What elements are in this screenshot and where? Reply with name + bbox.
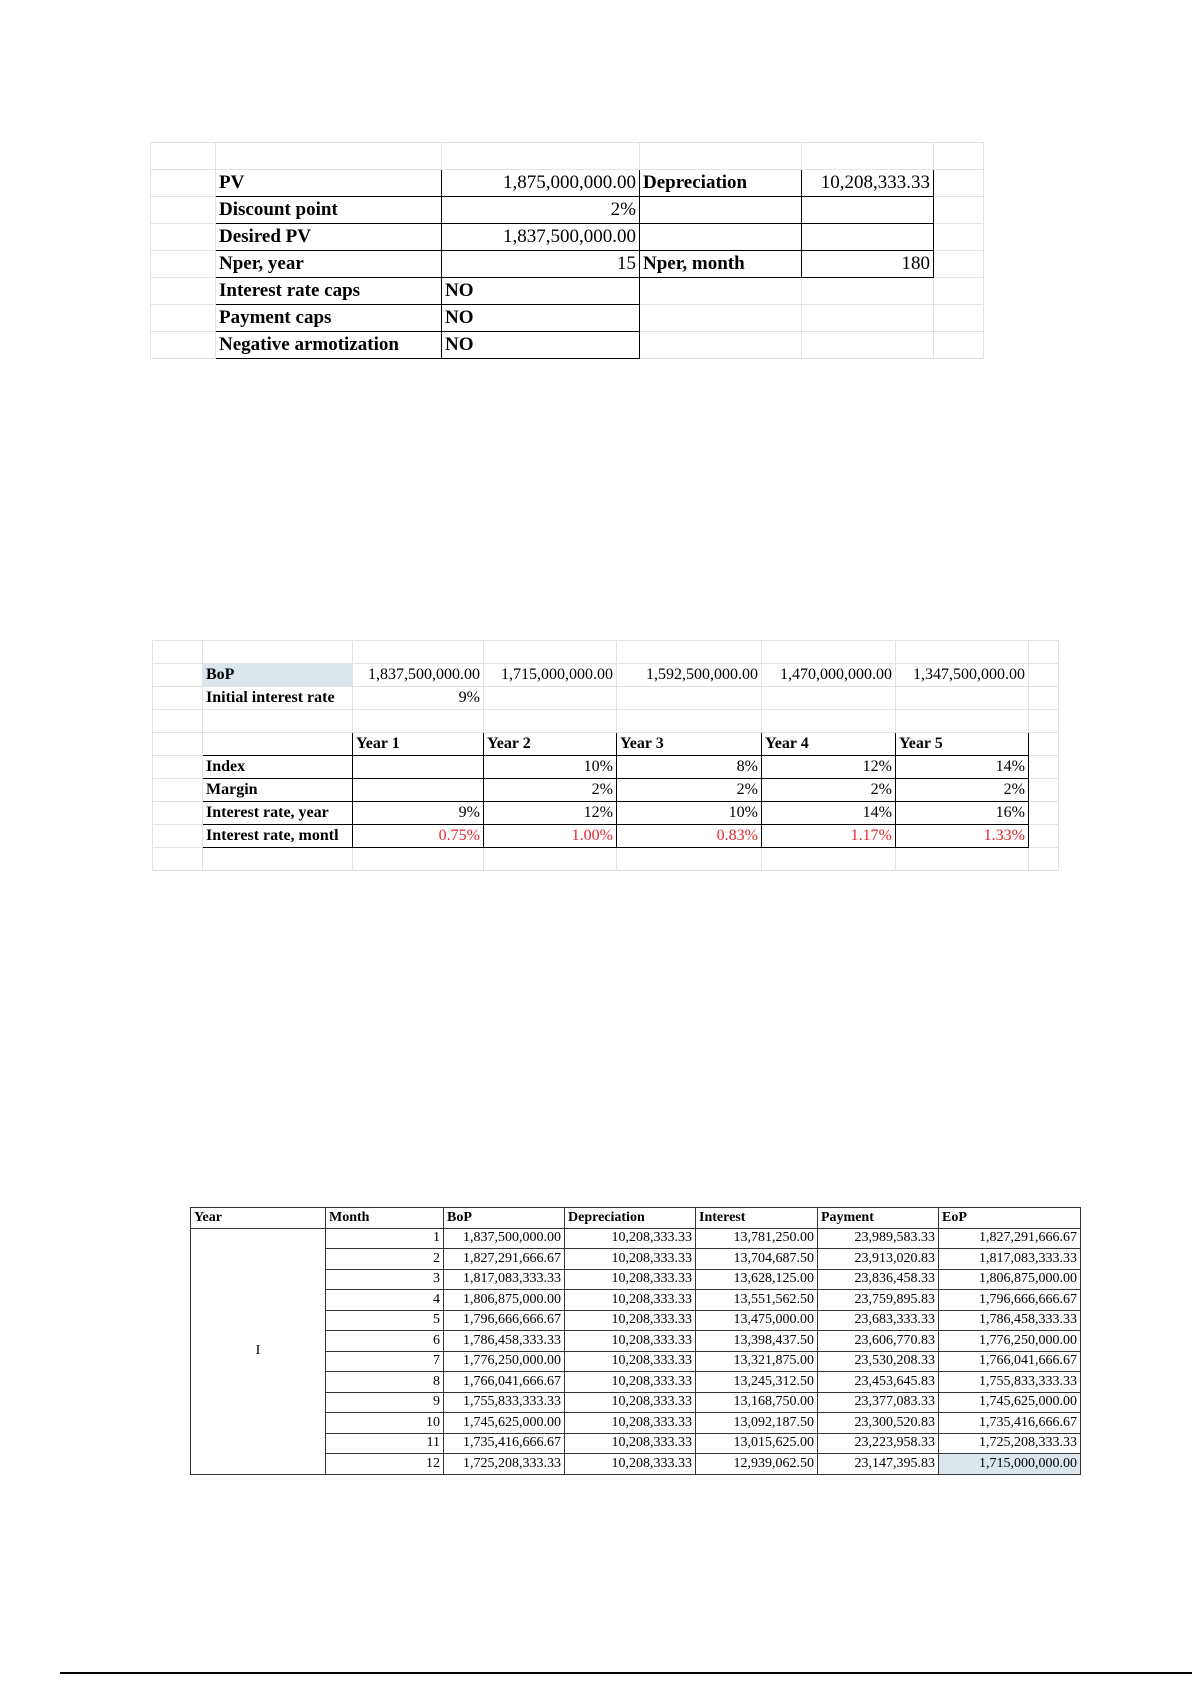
- bop-row: [153, 664, 1059, 687]
- schedule-body: [191, 1228, 1081, 1474]
- eop-cell[interactable]: 1,817,083,333.33: [939, 1249, 1081, 1270]
- depreciation-cell[interactable]: 10,208,333.33: [565, 1413, 696, 1434]
- bop-cell[interactable]: 1,735,416,666.67: [444, 1433, 565, 1454]
- parameters-table: [150, 142, 984, 359]
- index-value[interactable]: 10%: [484, 756, 617, 779]
- eop-cell[interactable]: 1,827,291,666.67: [939, 1228, 1081, 1249]
- index-value[interactable]: 8%: [617, 756, 762, 779]
- bop-cell[interactable]: 1,745,625,000.00: [444, 1413, 565, 1434]
- column-header[interactable]: EoP: [939, 1208, 1081, 1229]
- eop-cell[interactable]: 1,766,041,666.67: [939, 1351, 1081, 1372]
- month-cell[interactable]: 5: [326, 1310, 444, 1331]
- interest-rate-table: [152, 640, 1059, 871]
- eop-cell[interactable]: 1,786,458,333.33: [939, 1310, 1081, 1331]
- bop-cell[interactable]: 1,806,875,000.00: [444, 1290, 565, 1311]
- year-header[interactable]: Year 1: [353, 733, 484, 756]
- margin-label[interactable]: Margin: [203, 779, 353, 802]
- schedule-header-row: [191, 1208, 1081, 1229]
- bop-label[interactable]: BoP: [203, 664, 353, 687]
- pv-label[interactable]: PV: [216, 170, 442, 197]
- payment-cell[interactable]: 23,989,583.33: [818, 1228, 939, 1249]
- bop-value[interactable]: 1,715,000,000.00: [484, 664, 617, 687]
- column-header[interactable]: Month: [326, 1208, 444, 1229]
- month-cell[interactable]: 1: [326, 1228, 444, 1249]
- payment-cell[interactable]: 23,683,333.33: [818, 1310, 939, 1331]
- payment-cell[interactable]: 23,836,458.33: [818, 1269, 939, 1290]
- initial-rate-value[interactable]: 9%: [353, 687, 484, 710]
- initial-rate-label[interactable]: Initial interest rate: [203, 687, 353, 710]
- month-cell[interactable]: 11: [326, 1433, 444, 1454]
- depreciation-value[interactable]: 10,208,333.33: [802, 170, 934, 197]
- bop-cell[interactable]: 1,817,083,333.33: [444, 1269, 565, 1290]
- amortization-schedule-table: [190, 1207, 1081, 1475]
- interest-cell[interactable]: 13,475,000.00: [696, 1310, 818, 1331]
- spacer-row: [153, 848, 1059, 871]
- monthly-rate-value[interactable]: 1.17%: [762, 825, 896, 848]
- spacer-row: [153, 641, 1059, 664]
- initial-rate-row: [153, 687, 1059, 710]
- discount-row: [151, 197, 984, 224]
- interest-cell[interactable]: 13,628,125.00: [696, 1269, 818, 1290]
- depreciation-cell[interactable]: 10,208,333.33: [565, 1454, 696, 1475]
- empty-cell[interactable]: [640, 224, 802, 251]
- eop-cell[interactable]: 1,755,833,333.33: [939, 1372, 1081, 1393]
- depreciation-cell[interactable]: 10,208,333.33: [565, 1331, 696, 1352]
- depreciation-cell[interactable]: 10,208,333.33: [565, 1290, 696, 1311]
- payment-cell[interactable]: 23,300,520.83: [818, 1413, 939, 1434]
- interest-cell[interactable]: 13,015,625.00: [696, 1433, 818, 1454]
- month-cell[interactable]: 2: [326, 1249, 444, 1270]
- interest-cell[interactable]: 13,704,687.50: [696, 1249, 818, 1270]
- margin-value[interactable]: [353, 779, 484, 802]
- desired-pv-value[interactable]: 1,837,500,000.00: [442, 224, 640, 251]
- header-blank[interactable]: [203, 733, 353, 756]
- table-row: [191, 1228, 1081, 1249]
- month-cell[interactable]: 10: [326, 1413, 444, 1434]
- yearly-rate-label[interactable]: Interest rate, year: [203, 802, 353, 825]
- bop-value[interactable]: 1,592,500,000.00: [617, 664, 762, 687]
- payment-cell[interactable]: 23,913,020.83: [818, 1249, 939, 1270]
- discount-value[interactable]: 2%: [442, 197, 640, 224]
- year-header[interactable]: Year 5: [896, 733, 1029, 756]
- year-header[interactable]: Year 2: [484, 733, 617, 756]
- depreciation-cell[interactable]: 10,208,333.33: [565, 1372, 696, 1393]
- eop-cell[interactable]: 1,715,000,000.00: [939, 1454, 1081, 1475]
- margin-value[interactable]: 2%: [484, 779, 617, 802]
- interest-cell[interactable]: 13,168,750.00: [696, 1392, 818, 1413]
- depreciation-cell[interactable]: 10,208,333.33: [565, 1269, 696, 1290]
- payment-cell[interactable]: 23,453,645.83: [818, 1372, 939, 1393]
- interest-cell[interactable]: 12,939,062.50: [696, 1454, 818, 1475]
- yearly-rate-value[interactable]: 10%: [617, 802, 762, 825]
- pv-row: [151, 170, 984, 197]
- year-cell[interactable]: I: [191, 1228, 326, 1474]
- payment-cell[interactable]: 23,147,395.83: [818, 1454, 939, 1475]
- depreciation-cell[interactable]: 10,208,333.33: [565, 1433, 696, 1454]
- eop-cell[interactable]: 1,776,250,000.00: [939, 1331, 1081, 1352]
- spacer-row: [153, 710, 1059, 733]
- payment-cell[interactable]: 23,606,770.83: [818, 1331, 939, 1352]
- month-cell[interactable]: 9: [326, 1392, 444, 1413]
- pv-value[interactable]: 1,875,000,000.00: [442, 170, 640, 197]
- empty-cell[interactable]: [802, 197, 934, 224]
- neg-amort-label[interactable]: Negative armotization: [216, 332, 442, 359]
- bop-cell[interactable]: 1,766,041,666.67: [444, 1372, 565, 1393]
- bop-cell[interactable]: 1,755,833,333.33: [444, 1392, 565, 1413]
- payment-cell[interactable]: 23,759,895.83: [818, 1290, 939, 1311]
- index-value[interactable]: 14%: [896, 756, 1029, 779]
- depreciation-cell[interactable]: 10,208,333.33: [565, 1228, 696, 1249]
- index-row: [153, 756, 1059, 779]
- depreciation-cell[interactable]: 10,208,333.33: [565, 1351, 696, 1372]
- month-cell[interactable]: 6: [326, 1331, 444, 1352]
- bop-cell[interactable]: 1,725,208,333.33: [444, 1454, 565, 1475]
- bop-cell[interactable]: 1,776,250,000.00: [444, 1351, 565, 1372]
- yearly-rate-value[interactable]: 9%: [353, 802, 484, 825]
- column-header[interactable]: BoP: [444, 1208, 565, 1229]
- year-header-row: [153, 733, 1059, 756]
- interest-cell[interactable]: 13,398,437.50: [696, 1331, 818, 1352]
- nper-month-value[interactable]: 180: [802, 251, 934, 278]
- eop-cell[interactable]: 1,735,416,666.67: [939, 1413, 1081, 1434]
- interest-cell[interactable]: 13,551,562.50: [696, 1290, 818, 1311]
- month-cell[interactable]: 7: [326, 1351, 444, 1372]
- rate-caps-row: [151, 278, 984, 305]
- month-cell[interactable]: 8: [326, 1372, 444, 1393]
- desired-pv-row: [151, 224, 984, 251]
- payment-caps-row: [151, 305, 984, 332]
- payment-cell[interactable]: 23,530,208.33: [818, 1351, 939, 1372]
- margin-value[interactable]: 2%: [762, 779, 896, 802]
- bop-cell[interactable]: 1,827,291,666.67: [444, 1249, 565, 1270]
- depreciation-cell[interactable]: 10,208,333.33: [565, 1249, 696, 1270]
- monthly-rate-value[interactable]: 0.83%: [617, 825, 762, 848]
- spacer-row: [151, 143, 984, 170]
- bop-cell[interactable]: 1,837,500,000.00: [444, 1228, 565, 1249]
- nper-month-label[interactable]: Nper, month: [640, 251, 802, 278]
- rate-caps-label[interactable]: Interest rate caps: [216, 278, 442, 305]
- monthly-rate-row: [153, 825, 1059, 848]
- eop-cell[interactable]: 1,796,666,666.67: [939, 1290, 1081, 1311]
- payment-caps-value[interactable]: NO: [442, 305, 640, 332]
- desired-pv-label[interactable]: Desired PV: [216, 224, 442, 251]
- bop-value[interactable]: 1,837,500,000.00: [353, 664, 484, 687]
- nper-row: [151, 251, 984, 278]
- page-bottom-rule: [60, 1672, 1192, 1674]
- column-header[interactable]: Year: [191, 1208, 326, 1229]
- column-header[interactable]: Interest: [696, 1208, 818, 1229]
- neg-amort-value[interactable]: NO: [442, 332, 640, 359]
- interest-cell[interactable]: 13,781,250.00: [696, 1228, 818, 1249]
- monthly-rate-value[interactable]: 1.33%: [896, 825, 1029, 848]
- yearly-rate-value[interactable]: 12%: [484, 802, 617, 825]
- margin-row: [153, 779, 1059, 802]
- nper-year-label[interactable]: Nper, year: [216, 251, 442, 278]
- margin-value[interactable]: 2%: [896, 779, 1029, 802]
- depreciation-cell[interactable]: 10,208,333.33: [565, 1392, 696, 1413]
- month-cell[interactable]: 4: [326, 1290, 444, 1311]
- bop-value[interactable]: 1,347,500,000.00: [896, 664, 1029, 687]
- monthly-rate-label[interactable]: Interest rate, montl: [203, 825, 353, 848]
- eop-cell[interactable]: 1,745,625,000.00: [939, 1392, 1081, 1413]
- yearly-rate-value[interactable]: 16%: [896, 802, 1029, 825]
- eop-cell[interactable]: 1,806,875,000.00: [939, 1269, 1081, 1290]
- bop-cell[interactable]: 1,786,458,333.33: [444, 1331, 565, 1352]
- empty-cell[interactable]: [802, 224, 934, 251]
- month-cell[interactable]: 12: [326, 1454, 444, 1475]
- rate-caps-value[interactable]: NO: [442, 278, 640, 305]
- empty-cell[interactable]: [640, 197, 802, 224]
- neg-amort-row: [151, 332, 984, 359]
- margin-value[interactable]: 2%: [617, 779, 762, 802]
- bop-cell[interactable]: 1,796,666,666.67: [444, 1310, 565, 1331]
- index-value[interactable]: [353, 756, 484, 779]
- monthly-rate-value[interactable]: 1.00%: [484, 825, 617, 848]
- nper-year-value[interactable]: 15: [442, 251, 640, 278]
- discount-label[interactable]: Discount point: [216, 197, 442, 224]
- monthly-rate-value[interactable]: 0.75%: [353, 825, 484, 848]
- yearly-rate-row: [153, 802, 1059, 825]
- bop-value[interactable]: 1,470,000,000.00: [762, 664, 896, 687]
- payment-caps-label[interactable]: Payment caps: [216, 305, 442, 332]
- payment-cell[interactable]: 23,377,083.33: [818, 1392, 939, 1413]
- interest-cell[interactable]: 13,092,187.50: [696, 1413, 818, 1434]
- depreciation-label[interactable]: Depreciation: [640, 170, 802, 197]
- column-header[interactable]: Payment: [818, 1208, 939, 1229]
- payment-cell[interactable]: 23,223,958.33: [818, 1433, 939, 1454]
- month-cell[interactable]: 3: [326, 1269, 444, 1290]
- index-value[interactable]: 12%: [762, 756, 896, 779]
- interest-cell[interactable]: 13,245,312.50: [696, 1372, 818, 1393]
- eop-cell[interactable]: 1,725,208,333.33: [939, 1433, 1081, 1454]
- year-header[interactable]: Year 4: [762, 733, 896, 756]
- year-header[interactable]: Year 3: [617, 733, 762, 756]
- depreciation-cell[interactable]: 10,208,333.33: [565, 1310, 696, 1331]
- index-label[interactable]: Index: [203, 756, 353, 779]
- yearly-rate-value[interactable]: 14%: [762, 802, 896, 825]
- column-header[interactable]: Depreciation: [565, 1208, 696, 1229]
- interest-cell[interactable]: 13,321,875.00: [696, 1351, 818, 1372]
